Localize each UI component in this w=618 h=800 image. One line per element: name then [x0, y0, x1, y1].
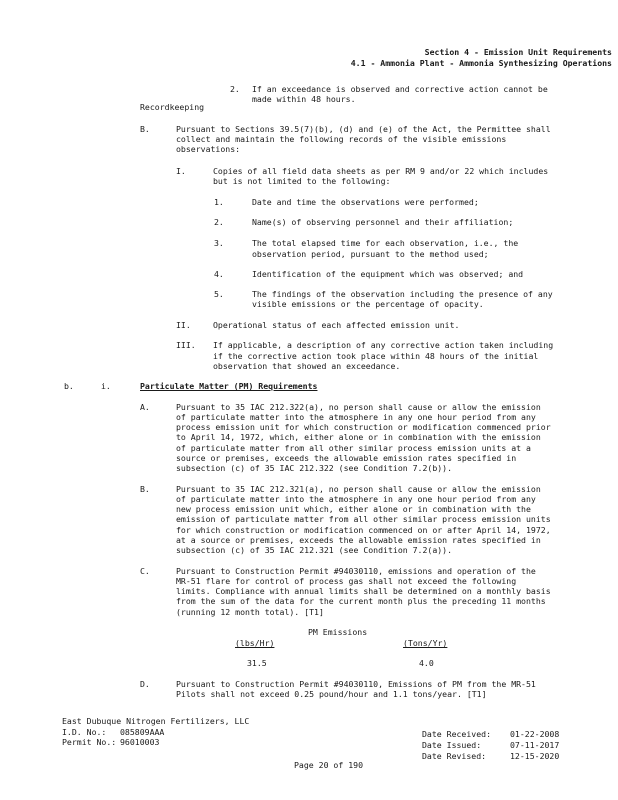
section-roman: i. — [101, 381, 111, 391]
paragraph-line: If applicable, a description of any corrective action taken including — [213, 340, 554, 350]
paragraph-line: subsection (c) of 35 IAC 212.322 (see Condition 7.2(b)). — [176, 463, 453, 473]
subitem-number: 3. — [214, 238, 224, 248]
subitem-text: Name(s) of observing personnel and their affiliation; — [252, 217, 514, 227]
item-text-line: made within 48 hours. — [252, 94, 356, 104]
paragraph-line: Pursuant to 35 IAC 212.321(a), no person shall cause or allow the emission — [176, 484, 541, 494]
subitem-text: Date and time the observations were performed; — [252, 197, 479, 207]
item-label: A. — [140, 402, 150, 412]
item-number: 2. — [230, 84, 240, 94]
paragraph-line: Pursuant to 35 IAC 212.322(a), no person shall cause or allow the emission — [176, 402, 541, 412]
paragraph-line: but is not limited to the following: — [213, 176, 391, 186]
paragraph-line: at a source or premises, exceeds the allowable emission rates specified in — [176, 535, 541, 545]
item-label: B. — [140, 484, 150, 494]
paragraph-line: MR-51 flare for control of process gas shall not exceed the following — [176, 576, 517, 586]
paragraph-line: of particulate matter into the atmosphere in any one hour period from any — [176, 494, 536, 504]
date-issued-label: Date Issued: — [422, 740, 482, 750]
table-header-tons-yr: (Tons/Yr) — [403, 638, 448, 648]
paragraph-line: Pursuant to Construction Permit #94030110, Emissions of PM from the MR-51 — [176, 679, 536, 689]
paragraph-line: Pursuant to Construction Permit #94030110, emissions and operation of the — [176, 566, 536, 576]
paragraph-line: Operational status of each affected emission unit. — [213, 320, 460, 330]
date-received-label: Date Received: — [422, 729, 492, 739]
paragraph-line: Copies of all field data sheets as per RM 9 and/or 22 which includes — [213, 166, 549, 176]
table-title: PM Emissions — [308, 627, 368, 637]
paragraph-line: of particulate matter into the atmosphere in any one hour period from any — [176, 412, 536, 422]
subitem-number: 5. — [214, 289, 224, 299]
section-header: Section 4 - Emission Unit Requirements — [424, 47, 612, 57]
subitem-text: The total elapsed time for each observation, i.e., the — [252, 238, 519, 248]
date-issued-value: 07-11-2017 — [510, 740, 560, 750]
paragraph-line: collect and maintain the following records of the visible emissions — [176, 134, 507, 144]
paragraph-line: process emission unit for which construction or modification commenced prior — [176, 422, 551, 432]
id-value: 085809AAA — [120, 727, 165, 737]
paragraph-line: source or premises, exceeds the allowable emission rates specified in — [176, 453, 517, 463]
date-received-value: 01-22-2008 — [510, 729, 560, 739]
date-revised-value: 12-15-2020 — [510, 751, 560, 761]
paragraph-line: of particulate matter from all other similar process emission units at a — [176, 443, 531, 453]
paragraph-line: Pilots shall not exceed 0.25 pound/hour and 1.1 tons/year. [T1] — [176, 689, 487, 699]
permit-value: 96010003 — [120, 737, 160, 747]
item-label: B. — [140, 124, 150, 134]
paragraph-line: to April 14, 1972, which, either alone or in combination with the emission — [176, 432, 541, 442]
date-revised-label: Date Revised: — [422, 751, 487, 761]
subitem-text: The findings of the observation including the presence of any — [252, 289, 553, 299]
id-label: I.D. No.: — [62, 727, 107, 737]
table-cell: 4.0 — [419, 658, 434, 668]
subsection-header: 4.1 - Ammonia Plant - Ammonia Synthesizing Operations — [350, 58, 612, 68]
paragraph-line: observation that showed an exceedance. — [213, 361, 401, 371]
subitem-number: 4. — [214, 269, 224, 279]
paragraph-line: Pursuant to Sections 39.5(7)(b), (d) and (e) of the Act, the Permittee shall — [176, 124, 551, 134]
item-label: C. — [140, 566, 150, 576]
pm-heading: Particulate Matter (PM) Requirements — [140, 381, 318, 391]
recordkeeping-heading: Recordkeeping — [140, 102, 205, 112]
item-number: III. — [176, 340, 196, 350]
item-label: D. — [140, 679, 150, 689]
item-text-line: If an exceedance is observed and corrective action cannot be — [252, 84, 548, 94]
permit-label: Permit No.: — [62, 737, 117, 747]
paragraph-line: for which construction or modification commenced on or after April 14, 1972, — [176, 525, 551, 535]
section-letter: b. — [64, 381, 74, 391]
subitem-text: Identification of the equipment which was observed; and — [252, 269, 524, 279]
subitem-text: observation period, pursuant to the method used; — [252, 249, 489, 259]
paragraph-line: new process emission unit which, either alone or in combination with the — [176, 504, 531, 514]
paragraph-line: from the sum of the data for the current month plus the preceding 11 months — [176, 596, 546, 606]
subitem-number: 1. — [214, 197, 224, 207]
paragraph-line: if the corrective action took place within 48 hours of the initial — [213, 351, 539, 361]
page-number: Page 20 of 190 — [294, 760, 364, 770]
paragraph-line: limits. Compliance with annual limits shall be determined on a monthly basis — [176, 586, 551, 596]
paragraph-line: subsection (c) of 35 IAC 212.321 (see Condition 7.2(a)). — [176, 545, 453, 555]
table-header-lbs-hr: (lbs/Hr) — [235, 638, 275, 648]
subitem-text: visible emissions or the percentage of opacity. — [252, 299, 484, 309]
paragraph-line: (running 12 month total). [T1] — [176, 607, 324, 617]
table-cell: 31.5 — [247, 658, 267, 668]
paragraph-line: observations: — [176, 144, 241, 154]
subitem-number: 2. — [214, 217, 224, 227]
company-name: East Dubuque Nitrogen Fertilizers, LLC — [62, 716, 250, 726]
paragraph-line: emission of particulate matter from all other similar process emission units — [176, 514, 551, 524]
item-number: I. — [176, 166, 186, 176]
item-number: II. — [176, 320, 191, 330]
